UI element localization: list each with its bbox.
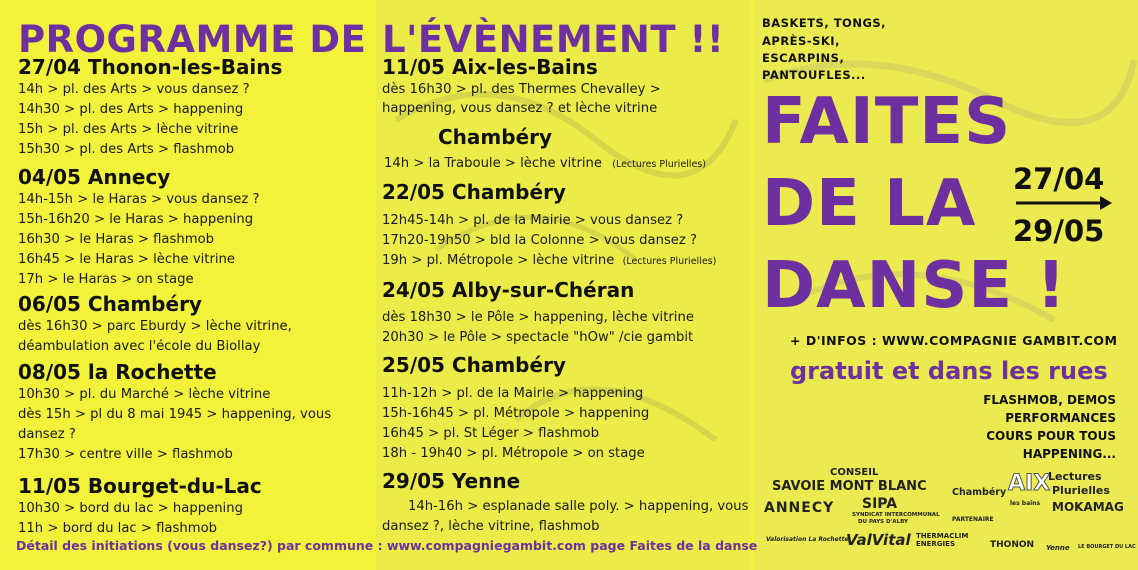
- event-line: déambulation avec l'école du Biollay: [18, 339, 261, 354]
- logo-sipa-sub: DU PAYS D'ALBY: [858, 519, 908, 525]
- logo-yenne: Yenne: [1046, 544, 1070, 552]
- logo-sipa-sub: SYNDICAT INTERCOMMUNAL: [852, 512, 940, 518]
- title-evenement: L'ÉVÈNEMENT !!: [382, 18, 725, 61]
- event-line: 11h-12h > pl. de la Mairie > happening: [382, 386, 644, 401]
- date-end: 29/05: [1013, 214, 1105, 248]
- day-heading-chambery-25: 25/05 Chambéry: [382, 353, 566, 377]
- event-line: dansez ?: [18, 427, 76, 442]
- title-programme: PROGRAMME DE: [18, 18, 367, 61]
- event-line: 16h30 > le Haras > flashmob: [18, 232, 215, 247]
- feature-line: COURS POUR TOUS: [986, 429, 1116, 443]
- lectures-note: (Lectures Plurielles): [622, 256, 717, 267]
- shoes-line-4: PANTOUFLES...: [762, 68, 866, 82]
- logo-thermaclim: THERMACLIM: [916, 532, 969, 540]
- day-heading-chambery-22: 22/05 Chambéry: [382, 180, 566, 204]
- logo-rochette: Valorisation La Rochette: [766, 536, 849, 543]
- program-column-middle: [376, 0, 750, 570]
- day-heading: 04/05 Annecy: [18, 165, 171, 189]
- main-title-danse: DANSE !: [762, 249, 1067, 323]
- event-line: 20h30 > le Pôle > spectacle "hOw" /cie gambit: [382, 330, 694, 345]
- logo-aix-sub: les bains: [1010, 500, 1041, 507]
- event-line: 10h30 > bord du lac > happening: [18, 501, 243, 516]
- logo-partenaire: PARTENAIRE: [952, 516, 994, 523]
- logo-thermaclim-sub: ENERGIES: [916, 540, 955, 548]
- day-heading-yenne: 29/05 Yenne: [382, 469, 521, 493]
- shoes-line-2: APRÈS-SKI,: [762, 34, 840, 48]
- event-line: dès 16h30 > parc Eburdy > lèche vitrine,: [18, 319, 292, 334]
- footer-details: Détail des initiations (vous dansez?) par commune : www.compagniegambit.com page Faites de la danse: [16, 538, 758, 553]
- event-line: [384, 156, 706, 171]
- infos-website: + D'INFOS : WWW.COMPAGNIE GAMBIT.COM: [790, 333, 1118, 348]
- logo-lectures: Lectures: [1048, 470, 1102, 483]
- event-line: 14h-16h > esplanade salle poly. > happening, vous: [408, 499, 749, 514]
- main-title-de-la: DE LA: [762, 167, 977, 241]
- day-heading-alby: 24/05 Alby-sur-Chéran: [382, 278, 635, 302]
- event-line: 18h - 19h40 > pl. Métropole > on stage: [382, 446, 645, 461]
- logo-chambery: Chambéry: [952, 487, 1007, 498]
- day-heading-aix: 11/05 Aix-les-Bains: [382, 55, 598, 79]
- feature-line: HAPPENING...: [1022, 447, 1116, 461]
- date-start: 27/04: [1013, 162, 1105, 196]
- event-line: 15h30 > pl. des Arts > flashmob: [18, 142, 235, 157]
- event-line: dès 16h30 > pl. des Thermes Chevalley >: [382, 82, 661, 97]
- day-heading: 11/05 Bourget-du-Lac: [18, 474, 262, 498]
- logo-annecy: ANNECY: [764, 500, 835, 516]
- event-line-text: 14h > la Traboule > lèche vitrine: [384, 156, 603, 171]
- logo-thonon: THONON: [990, 540, 1035, 550]
- day-heading: 06/05 Chambéry: [18, 292, 202, 316]
- event-line: 14h > pl. des Arts > vous dansez ?: [18, 82, 250, 97]
- event-line: 12h45-14h > pl. de la Mairie > vous dansez ?: [382, 213, 684, 228]
- logo-sipa: SIPA: [862, 496, 898, 512]
- event-line: 15h-16h20 > le Haras > happening: [18, 212, 254, 227]
- feature-line: PERFORMANCES: [1005, 411, 1116, 425]
- logo-bourget: LE BOURGET DU LAC: [1078, 544, 1136, 550]
- logo-savoie-mont-blanc: SAVOIE MONT BLANC: [772, 479, 927, 494]
- event-line: dansez ?, lèche vitrine, flashmob: [382, 519, 600, 534]
- event-line: 15h-16h45 > pl. Métropole > happening: [382, 406, 650, 421]
- event-line: 14h30 > pl. des Arts > happening: [18, 102, 244, 117]
- feature-line: FLASHMOB, DEMOS: [983, 393, 1116, 407]
- event-line: 10h30 > pl. du Marché > lèche vitrine: [18, 387, 271, 402]
- event-line-text: 19h > pl. Métropole > lèche vitrine: [382, 253, 615, 268]
- logo-plurielles: Plurielles: [1052, 484, 1110, 497]
- shoes-line-3: ESCARPINS,: [762, 51, 845, 65]
- event-line: 16h45 > pl. St Léger > flashmob: [382, 426, 599, 441]
- main-title-faites: FAITES: [762, 85, 1012, 159]
- program-column-left: [0, 0, 372, 570]
- event-line: 17h20-19h50 > bld la Colonne > vous dansez ?: [382, 233, 698, 248]
- event-line: happening, vous dansez ? et lèche vitrine: [382, 101, 658, 116]
- event-line: 11h > bord du lac > flashmob: [18, 521, 218, 536]
- day-subheading-chambery: Chambéry: [438, 125, 553, 149]
- free-in-streets: gratuit et dans les rues: [790, 357, 1108, 385]
- day-heading: 27/04 Thonon-les-Bains: [18, 55, 283, 79]
- event-line: 17h > le Haras > on stage: [18, 272, 194, 287]
- event-line: dès 18h30 > le Pôle > happening, lèche vitrine: [382, 310, 694, 325]
- event-line: 14h-15h > le Haras > vous dansez ?: [18, 192, 260, 207]
- shoes-line-1: BASKETS, TONGS,: [762, 16, 887, 30]
- logo-aix: AIX: [1008, 471, 1051, 496]
- logo-valvital: ValVital: [846, 531, 911, 549]
- event-line: dès 15h > pl du 8 mai 1945 > happening, vous: [18, 407, 332, 422]
- lectures-note: (Lectures Plurielles): [612, 159, 706, 170]
- event-line: 17h30 > centre ville > flashmob: [18, 447, 233, 462]
- logo-conseil: CONSEIL: [830, 467, 879, 478]
- event-line: 15h > pl. des Arts > lèche vitrine: [18, 122, 239, 137]
- event-line: [382, 253, 716, 268]
- day-heading: 08/05 la Rochette: [18, 360, 217, 384]
- arrow-right-icon: [1014, 194, 1114, 212]
- logo-mokamag: MOKAMAG: [1052, 500, 1124, 514]
- event-line: 16h45 > le Haras > lèche vitrine: [18, 252, 236, 267]
